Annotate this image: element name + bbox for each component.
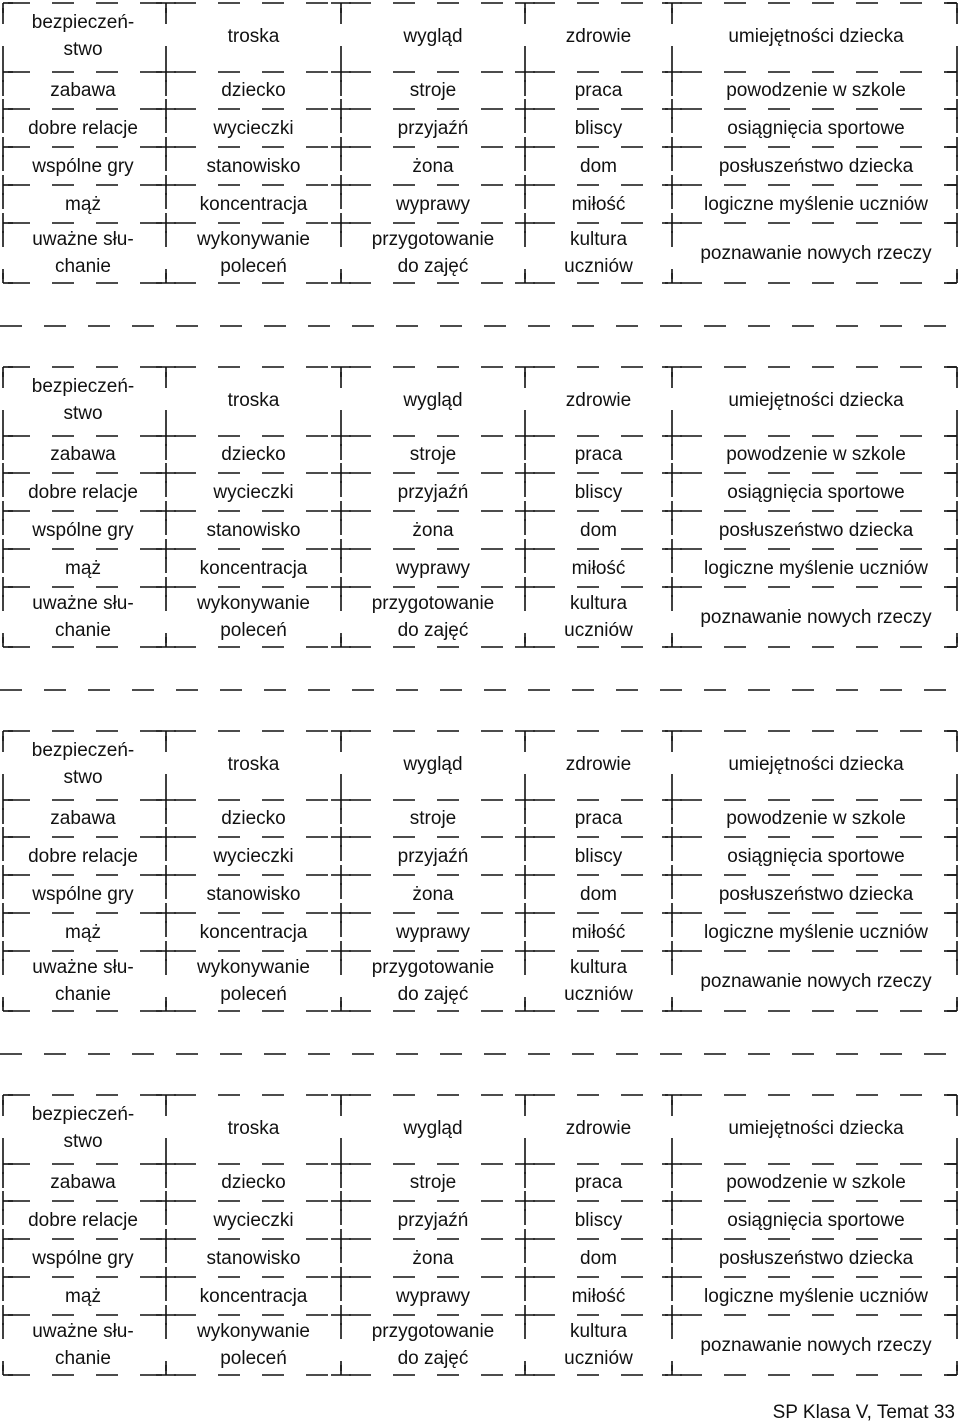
- word-card[interactable]: zabawa: [50, 80, 116, 101]
- word-card[interactable]: wygląd: [403, 1117, 463, 1139]
- word-card[interactable]: osiągnięcia sportowe: [727, 845, 905, 867]
- word-card[interactable]: przygotowanie do zajęć: [371, 1321, 495, 1369]
- word-card[interactable]: kultura uczniów: [564, 957, 633, 1005]
- word-card[interactable]: wyprawy: [396, 557, 470, 579]
- word-card[interactable]: logiczne myślenie uczniów: [704, 193, 928, 215]
- word-card[interactable]: logiczne myślenie uczniów: [704, 557, 928, 579]
- word-card[interactable]: żona: [412, 883, 454, 905]
- word-card[interactable]: stroje: [409, 1172, 457, 1193]
- word-card[interactable]: przyjaźń: [397, 845, 469, 867]
- word-card[interactable]: stanowisko: [206, 883, 301, 905]
- word-card[interactable]: osiągnięcia sportowe: [727, 481, 905, 503]
- word-card[interactable]: kultura uczniów: [564, 593, 633, 641]
- word-card[interactable]: troska: [227, 389, 280, 411]
- word-card[interactable]: żona: [412, 155, 454, 177]
- word-card[interactable]: przygotowanie do zajęć: [371, 229, 495, 277]
- word-card[interactable]: mąż: [65, 921, 101, 943]
- word-card[interactable]: bliscy: [574, 117, 623, 139]
- word-card[interactable]: bliscy: [574, 481, 623, 503]
- word-card[interactable]: wygląd: [403, 25, 463, 47]
- word-card[interactable]: mąż: [65, 1285, 101, 1307]
- word-card[interactable]: kultura uczniów: [564, 1321, 633, 1369]
- word-card[interactable]: dziecko: [221, 444, 286, 465]
- word-card[interactable]: przyjaźń: [397, 1209, 469, 1231]
- word-card[interactable]: zdrowie: [565, 1117, 632, 1139]
- word-card[interactable]: mąż: [65, 193, 101, 215]
- word-card[interactable]: zdrowie: [565, 25, 632, 47]
- word-card[interactable]: dobre relacje: [28, 1209, 138, 1231]
- word-card[interactable]: umiejętności dziecka: [728, 1117, 904, 1139]
- word-card[interactable]: stroje: [409, 80, 457, 101]
- word-card[interactable]: uważne słu- chanie: [32, 229, 134, 277]
- word-card[interactable]: dziecko: [221, 80, 286, 101]
- word-card[interactable]: stroje: [409, 444, 457, 465]
- word-card[interactable]: bezpieczeń- stwo: [31, 376, 135, 424]
- word-card[interactable]: stroje: [409, 808, 457, 829]
- word-card[interactable]: bliscy: [574, 1209, 623, 1231]
- word-card[interactable]: posłuszeństwo dziecka: [718, 519, 914, 541]
- word-card[interactable]: praca: [574, 444, 623, 465]
- word-card[interactable]: wycieczki: [213, 117, 294, 139]
- word-card[interactable]: wykonywanie poleceń: [197, 229, 310, 277]
- word-card[interactable]: przyjaźń: [397, 117, 469, 139]
- word-card[interactable]: zdrowie: [565, 753, 632, 775]
- word-card[interactable]: przygotowanie do zajęć: [371, 593, 495, 641]
- word-card[interactable]: poznawanie nowych rzeczy: [700, 606, 932, 628]
- word-card[interactable]: dobre relacje: [28, 481, 138, 503]
- word-card[interactable]: posłuszeństwo dziecka: [718, 1247, 914, 1269]
- word-card[interactable]: praca: [574, 808, 623, 829]
- word-card[interactable]: powodzenie w szkole: [726, 80, 906, 101]
- word-card[interactable]: umiejętności dziecka: [728, 25, 904, 47]
- word-card[interactable]: logiczne myślenie uczniów: [704, 921, 928, 943]
- word-card[interactable]: wykonywanie poleceń: [197, 957, 310, 1005]
- word-card[interactable]: wykonywanie poleceń: [197, 1321, 310, 1369]
- word-card[interactable]: wygląd: [403, 753, 463, 775]
- word-card[interactable]: wspólne gry: [32, 155, 134, 177]
- word-card[interactable]: stanowisko: [206, 155, 301, 177]
- word-card[interactable]: dom: [580, 155, 617, 177]
- word-card[interactable]: dobre relacje: [28, 117, 138, 139]
- word-card[interactable]: dom: [580, 1247, 617, 1269]
- word-card[interactable]: dobre relacje: [28, 845, 138, 867]
- word-card[interactable]: koncentracja: [199, 1285, 308, 1307]
- word-card[interactable]: wycieczki: [213, 481, 294, 503]
- word-card[interactable]: wycieczki: [213, 1209, 294, 1231]
- word-card[interactable]: przyjaźń: [397, 481, 469, 503]
- word-card[interactable]: zabawa: [50, 1172, 116, 1193]
- word-card[interactable]: troska: [227, 25, 280, 47]
- word-card[interactable]: posłuszeństwo dziecka: [718, 883, 914, 905]
- word-card[interactable]: koncentracja: [199, 193, 308, 215]
- word-card[interactable]: wspólne gry: [32, 519, 134, 541]
- word-card[interactable]: zdrowie: [565, 389, 632, 411]
- word-card[interactable]: bezpieczeń- stwo: [31, 1104, 135, 1152]
- word-card[interactable]: bezpieczeń- stwo: [31, 740, 135, 788]
- word-card[interactable]: wycieczki: [213, 845, 294, 867]
- word-card[interactable]: żona: [412, 519, 454, 541]
- word-card[interactable]: uważne słu- chanie: [32, 593, 134, 641]
- word-card[interactable]: koncentracja: [199, 557, 308, 579]
- word-card[interactable]: miłość: [571, 1285, 626, 1307]
- word-card[interactable]: troska: [227, 753, 280, 775]
- word-card[interactable]: powodzenie w szkole: [726, 444, 906, 465]
- word-card[interactable]: koncentracja: [199, 921, 308, 943]
- word-card[interactable]: miłość: [571, 921, 626, 943]
- word-card[interactable]: zabawa: [50, 444, 116, 465]
- word-card[interactable]: uważne słu- chanie: [32, 957, 134, 1005]
- word-card[interactable]: poznawanie nowych rzeczy: [700, 242, 932, 264]
- word-card[interactable]: praca: [574, 80, 623, 101]
- word-card[interactable]: stanowisko: [206, 519, 301, 541]
- word-card[interactable]: troska: [227, 1117, 280, 1139]
- word-card[interactable]: bliscy: [574, 845, 623, 867]
- word-card[interactable]: poznawanie nowych rzeczy: [700, 970, 932, 992]
- word-card[interactable]: posłuszeństwo dziecka: [718, 155, 914, 177]
- word-card[interactable]: zabawa: [50, 808, 116, 829]
- word-card[interactable]: osiągnięcia sportowe: [727, 1209, 905, 1231]
- word-card[interactable]: logiczne myślenie uczniów: [704, 1285, 928, 1307]
- word-card[interactable]: uważne słu- chanie: [32, 1321, 134, 1369]
- page-footer: SP Klasa V, Temat 33: [772, 1402, 955, 1423]
- word-card[interactable]: umiejętności dziecka: [728, 753, 904, 775]
- word-card[interactable]: stanowisko: [206, 1247, 301, 1269]
- word-card[interactable]: dom: [580, 883, 617, 905]
- word-card[interactable]: wykonywanie poleceń: [197, 593, 310, 641]
- word-card[interactable]: dom: [580, 519, 617, 541]
- word-card[interactable]: dziecko: [221, 808, 286, 829]
- word-card[interactable]: miłość: [571, 557, 626, 579]
- word-card[interactable]: wspólne gry: [32, 1247, 134, 1269]
- word-card[interactable]: miłość: [571, 193, 626, 215]
- word-card[interactable]: mąż: [65, 557, 101, 579]
- word-card[interactable]: powodzenie w szkole: [726, 1172, 906, 1193]
- word-card[interactable]: kultura uczniów: [564, 229, 633, 277]
- word-card[interactable]: wygląd: [403, 389, 463, 411]
- word-card[interactable]: wspólne gry: [32, 883, 134, 905]
- word-card[interactable]: umiejętności dziecka: [728, 389, 904, 411]
- word-card[interactable]: wyprawy: [396, 921, 470, 943]
- word-card[interactable]: wyprawy: [396, 1285, 470, 1307]
- word-card[interactable]: żona: [412, 1247, 454, 1269]
- word-card[interactable]: poznawanie nowych rzeczy: [700, 1334, 932, 1356]
- word-card[interactable]: osiągnięcia sportowe: [727, 117, 905, 139]
- word-card[interactable]: dziecko: [221, 1172, 286, 1193]
- word-card[interactable]: przygotowanie do zajęć: [371, 957, 495, 1005]
- word-card[interactable]: powodzenie w szkole: [726, 808, 906, 829]
- word-card[interactable]: wyprawy: [396, 193, 470, 215]
- word-card[interactable]: bezpieczeń- stwo: [31, 12, 135, 60]
- word-card[interactable]: praca: [574, 1172, 623, 1193]
